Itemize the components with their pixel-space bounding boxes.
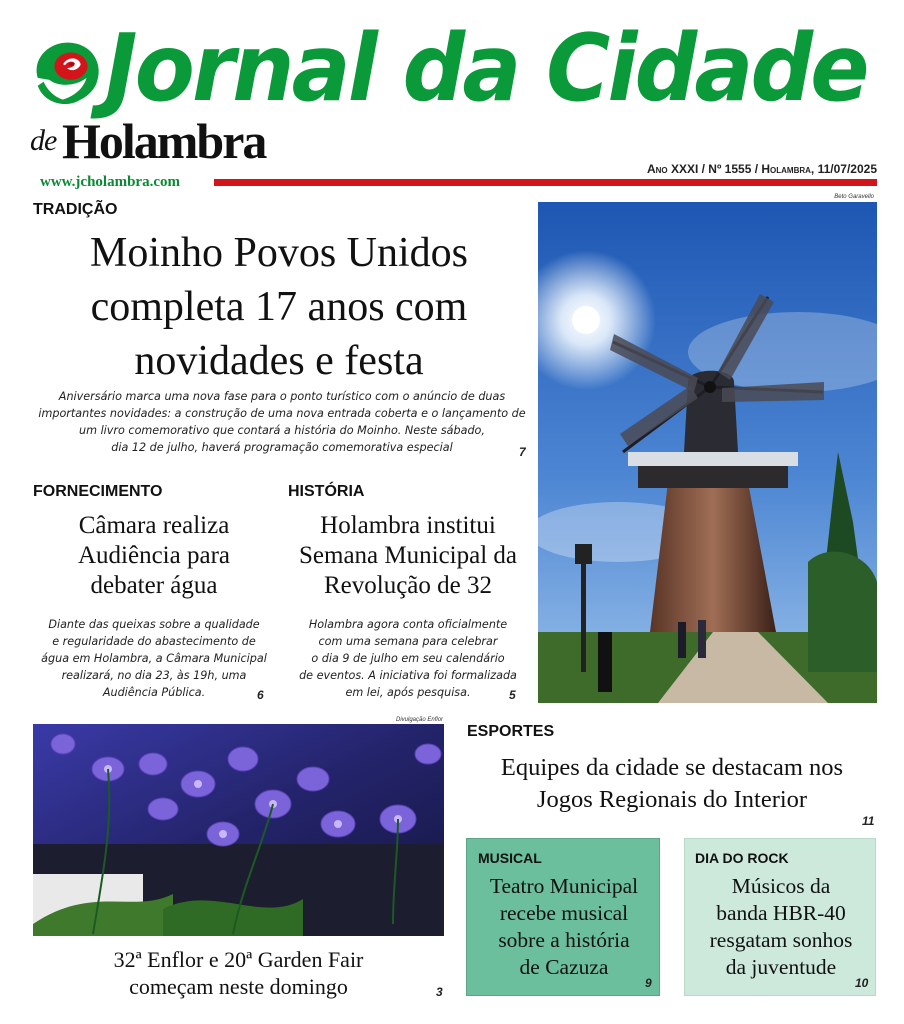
headline-line: Semana Municipal da [299,542,517,569]
headline-line: banda HBR-40 [716,901,846,925]
deck-line: importantes novidades: a construção de uma nova entrada coberta e o lançamento de [38,407,526,420]
deck-line: realizará, no dia 23, às 19h, uma [61,669,247,682]
headline-line: sobre a história [498,928,630,952]
history-deck [288,616,528,701]
headline-line: Moinho Povos Unidos [89,230,469,276]
section-label-esportes: ESPORTES [467,723,555,740]
masthead-city: Holambra [62,113,266,169]
section-label-dia-do-rock: DIA DO ROCK [695,850,789,866]
page-reference: 10 [855,976,869,990]
deck-line: o dia 9 de julho em seu calendário [311,652,505,665]
masthead-title: Jornal da Cidade [105,14,867,122]
deck-line: Diante das queixas sobre a qualidade [48,618,260,631]
rock-box[interactable] [684,838,876,996]
rock-headline[interactable] [685,873,877,981]
deck-line: Aniversário marca uma nova fase para o ponto turístico com o anúncio de duas [58,390,506,403]
orchid-photo[interactable] [33,724,444,936]
history-headline[interactable] [288,511,528,601]
enflor-headline[interactable] [33,946,444,1000]
page-reference: 3 [436,985,443,999]
water-deck [33,616,275,701]
musical-box[interactable] [466,838,660,996]
photo-credit: Divulgação Enflor [396,717,444,723]
headline-line: Câmara realiza [78,512,230,539]
headline-line: resgatam sonhos [709,928,853,952]
page-reference: 7 [519,445,526,459]
deck-line: Audiência Pública. [102,686,206,699]
headline-line: Jogos Regionais do Interior [536,786,808,813]
lead-headline[interactable] [33,226,525,388]
deck-line: dia 12 de julho, haverá programação comemorativa especial [111,441,453,454]
headline-line: debater água [90,572,218,599]
section-label-musical: MUSICAL [478,850,542,866]
headline-line: recebe musical [499,901,629,925]
headline-line: de Cazuza [519,955,609,979]
headline-line: Holambra institui [320,512,496,539]
page-reference: 9 [645,976,652,990]
masthead-prefix: de [30,124,57,157]
masthead-divider [214,179,877,186]
rose-icon [30,35,108,113]
page-reference: 5 [509,688,516,702]
headline-line: 32ª Enflor e 20ª Garden Fair [113,947,364,972]
sports-headline[interactable] [462,752,882,816]
section-label-fornecimento: FORNECIMENTO [33,483,163,500]
edition-line: Ano XXXI / Nº 1555 / Holambra, 11/07/2025 [646,162,877,176]
page-reference: 11 [862,814,875,828]
deck-line: de eventos. A iniciativa foi formalizada [299,669,517,682]
page-reference: 6 [257,688,264,702]
section-label-historia: HISTÓRIA [288,483,365,500]
windmill-photo[interactable] [538,202,877,703]
deck-line: em lei, após pesquisa. [345,686,471,699]
lead-deck [33,388,531,456]
headline-line: novidades e festa [134,338,424,384]
headline-line: da juventude [725,955,837,979]
headline-line: Teatro Municipal [489,874,639,898]
section-label-tradicao: TRADIÇÃO [33,201,118,218]
water-headline[interactable] [33,511,275,601]
site-url-link[interactable]: www.jcholambra.com [40,174,180,190]
headline-line: Músicos da [731,874,831,898]
headline-line: Revolução de 32 [323,572,492,599]
deck-line: e regularidade do abastecimento de [52,635,256,648]
headline-line: Audiência para [77,542,230,569]
deck-line: água em Holambra, a Câmara Municipal [41,652,267,665]
headline-line: começam neste domingo [129,974,348,999]
deck-line: um livro comemorativo que contará a história do Moinho. Neste sábado, [79,424,485,437]
headline-line: completa 17 anos com [90,284,468,330]
deck-line: Holambra agora conta oficialmente [308,618,508,631]
headline-line: Equipes da cidade se destacam nos [500,754,844,781]
deck-line: com uma semana para celebrar [318,635,498,648]
photo-credit: Beto Garavello [834,194,874,200]
musical-headline[interactable] [467,873,661,981]
